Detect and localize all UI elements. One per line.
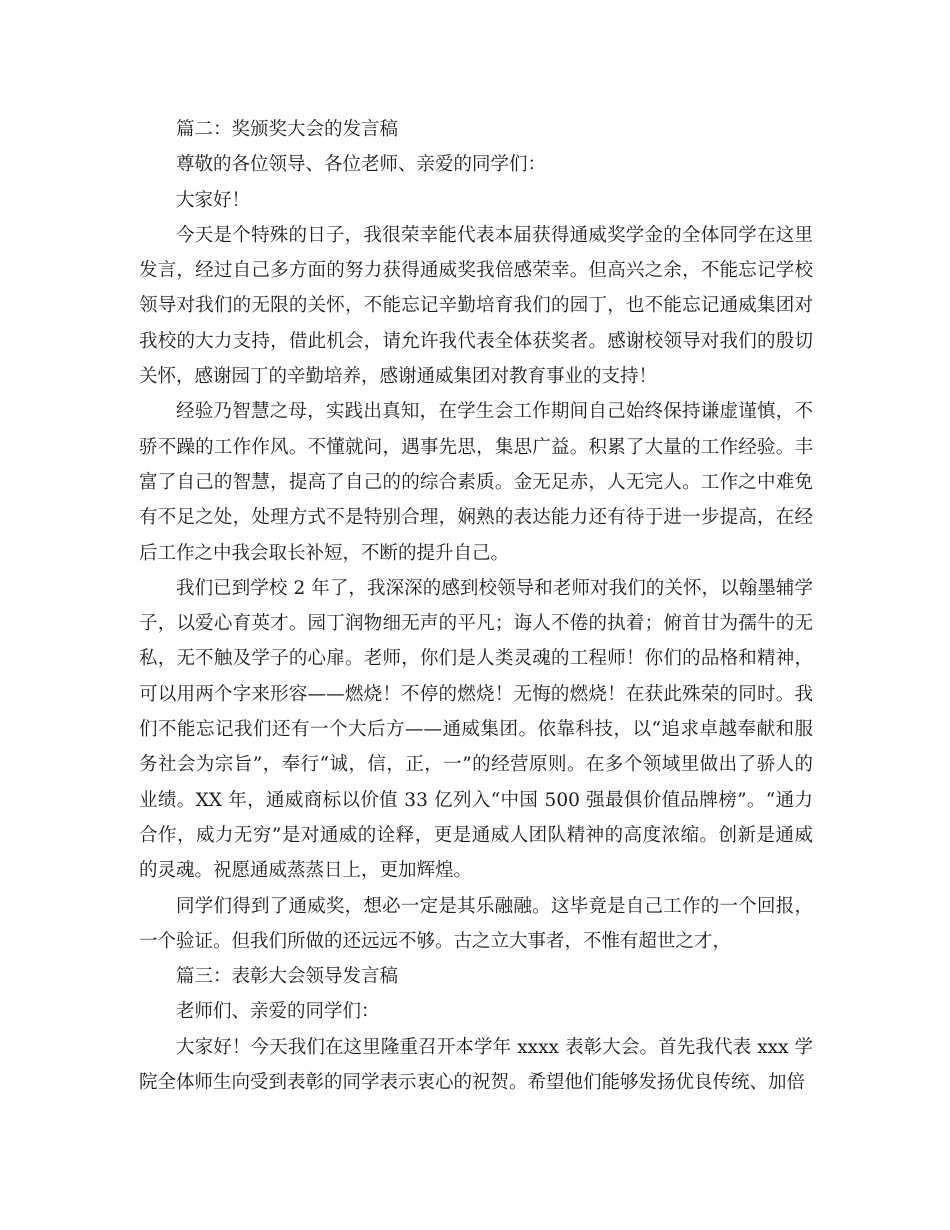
body-paragraph: 我们已到学校 2 年了，我深深的感到校领导和老师对我们的关怀，以翰墨辅学子，以爱心育英才。园丁润物细无声的平凡；诲人不倦的执着；俯首甘为孺牛的无私，无不触及学子的心扉。老师，你们是人类灵魂的工程师！你们的品格和精神，可以用两个字来形容——燃烧！不停的燃烧！无悔的燃烧！在获此殊荣的同时。我们不能忘记我们还有一个大后方——通威集团。依靠科技，以“追求卓越奉献和服务社会为宗旨”，奉行“诚，信，正，一”的经营原则。在多个领域里做出了骄人的业绩。XX 年，通威商标以价值 33 亿列入“中国 500 强最俱价值品牌榜”。“通力合作，威力无穷”是对通威的诠释，更是通威人团队精神的高度浓缩。创新是通威的灵魂。祝愿通威蒸蒸日上，更加辉煌。 — [139, 577, 813, 882]
salutation: 尊敬的各位领导、各位老师、亲爱的同学们： — [176, 154, 547, 176]
greeting: 大家好！ — [176, 189, 251, 211]
body-paragraph: 今天是个特殊的日子，我很荣幸能代表本届获得通威奖学金的全体同学在这里发言，经过自己多方面的努力获得通威奖我倍感荣幸。但高兴之余，不能忘记学校领导对我们的无限的关怀，不能忘记辛勤培育我们的园丁，也不能忘记通威集团对我校的大力支持，借此机会，请允许我代表全体获奖者。感谢校领导对我们的殷切关怀，感谢园丁的辛勤培养，感谢通威集团对教育事业的支持！ — [139, 224, 813, 388]
section-heading-2: 篇二：奖颁奖大会的发言稿 — [176, 119, 399, 140]
body-paragraph: 同学们得到了通威奖，想必一定是其乐融融。这毕竟是自己工作的一个回报，一个验证。但我们所做的还远远不够。古之立大事者，不惟有超世之才， — [139, 895, 813, 952]
body-paragraph: 经验乃智慧之母，实践出真知，在学生会工作期间自己始终保持谦虚谨慎，不骄不躁的工作作风。不懂就问，遇事先思，集思广益。积累了大量的工作经验。丰富了自己的智慧，提高了自己的的综合素质。金无足赤，人无完人。工作之中难免有不足之处，处理方式不是特别合理，娴熟的表达能力还有待于进一步提高，在经后工作之中我会取长补短，不断的提升自己。 — [139, 401, 813, 564]
body-paragraph: 大家好！今天我们在这里隆重召开本学年 xxxx 表彰大会。首先我代表 xxx 学院全体师生向受到表彰的同学表示衷心的祝贺。希望他们能够发扬优良传统、加倍 — [139, 1036, 813, 1094]
section-heading-3: 篇三：表彰大会领导发言稿 — [176, 966, 399, 988]
document-body — [139, 112, 813, 1100]
salutation: 老师们、亲爱的同学们： — [176, 1001, 380, 1023]
